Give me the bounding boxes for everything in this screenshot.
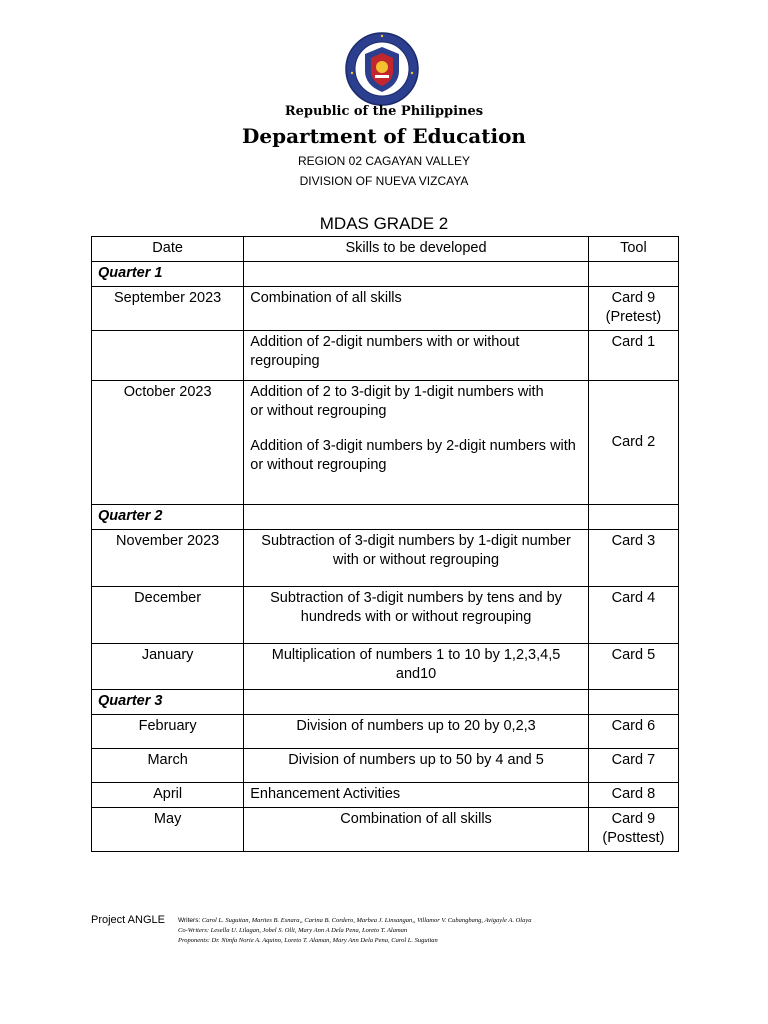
row-tool: Card 4 xyxy=(588,587,678,644)
header-tool: Tool xyxy=(588,237,678,262)
row-tool: Card 9 (Pretest) xyxy=(588,287,678,331)
quarter-row xyxy=(92,505,679,530)
proponents-text: Proponents: Dr. Nimfa Norie A. Aquino, Loreto T. Alaman, Mary Ann Dela Pena, Carol L. Suguitan xyxy=(178,937,438,944)
writers-text: Carol L. Suguitan, Marites B. Esnara,, Carina B. Cordero, Marbea J. Linsangan,, Villamor V. Cubangbang, Avigayle A. Olaya xyxy=(201,917,532,924)
region-label: REGION 02 CAGAYAN VALLEY xyxy=(297,154,471,168)
quarter-label: Quarter 3 xyxy=(92,690,244,715)
row-date: September 2023 xyxy=(92,287,244,331)
row-skills: Multiplication of numbers 1 to 10 by 1,2,3,4,5 and10 xyxy=(244,644,589,690)
row-skills: Combination of all skills xyxy=(244,287,589,331)
row-tool: Card 8 xyxy=(588,783,678,808)
row-date xyxy=(92,331,244,381)
division-label: DIVISION OF NUEVA VIZCAYA xyxy=(299,174,469,188)
row-tool: Card 7 xyxy=(588,749,678,783)
row-skills: Subtraction of 3-digit numbers by tens and by hundreds with or without regrouping xyxy=(244,587,589,644)
row-tool: Card 9 (Posttest) xyxy=(588,808,678,852)
table-row xyxy=(92,783,679,808)
row-date: January xyxy=(92,644,244,690)
row-skills: Addition of 2-digit numbers with or without regrouping xyxy=(244,331,589,381)
table-row xyxy=(92,749,679,783)
row-skills: Division of numbers up to 20 by 0,2,3 xyxy=(244,715,589,749)
row-date: December xyxy=(92,587,244,644)
republic-heading: Republic of the Philippines xyxy=(284,104,484,119)
table-row xyxy=(92,808,679,852)
row-date: May xyxy=(92,808,244,852)
skill-line: or without regrouping xyxy=(250,403,387,419)
table-row xyxy=(92,644,679,690)
row-date: October 2023 xyxy=(92,381,244,505)
row-skills: Subtraction of 3-digit numbers by 1-digit number with or without regrouping xyxy=(244,530,589,587)
row-skills xyxy=(244,381,589,505)
header-skills: Skills to be developed xyxy=(244,237,589,262)
header-date: Date xyxy=(92,237,244,262)
schedule-table xyxy=(91,236,679,852)
table-row xyxy=(92,287,679,331)
skill-line: Addition of 3-digit numbers by 2-digit numbers with or without regrouping xyxy=(250,438,576,473)
quarter-row xyxy=(92,262,679,287)
cowriters-text: Co-Writers: Lesella U. Lilagan, Jobel S. Olli, Mary Ann A Dela Pena, Loreto T. Alaman xyxy=(178,927,408,934)
quarter-label: Quarter 1 xyxy=(92,262,244,287)
table-row xyxy=(92,530,679,587)
project-name: Project ANGLE xyxy=(91,914,165,926)
quarter-row xyxy=(92,690,679,715)
table-header-row xyxy=(92,237,679,262)
row-skills: Enhancement Activities xyxy=(244,783,589,808)
row-tool: Card 2 xyxy=(588,381,678,505)
row-date: February xyxy=(92,715,244,749)
department-heading: Department of Education xyxy=(242,124,526,148)
credits-block xyxy=(178,916,648,946)
row-skills: Combination of all skills xyxy=(244,808,589,852)
skill-line: Addition of 2 to 3-digit by 1-digit numbers with xyxy=(250,384,544,400)
row-tool: Card 6 xyxy=(588,715,678,749)
document-title: MDAS GRADE 2 xyxy=(319,214,449,233)
row-date: November 2023 xyxy=(92,530,244,587)
writers-label: Writers: xyxy=(178,917,201,924)
table-row xyxy=(92,715,679,749)
row-tool: Card 1 xyxy=(588,331,678,381)
table-row xyxy=(92,381,679,505)
row-tool: Card 3 xyxy=(588,530,678,587)
row-date: April xyxy=(92,783,244,808)
table-row xyxy=(92,587,679,644)
deped-seal-logo xyxy=(344,31,420,107)
row-date: March xyxy=(92,749,244,783)
row-skills: Division of numbers up to 50 by 4 and 5 xyxy=(244,749,589,783)
table-row xyxy=(92,331,679,381)
quarter-label: Quarter 2 xyxy=(92,505,244,530)
row-tool: Card 5 xyxy=(588,644,678,690)
